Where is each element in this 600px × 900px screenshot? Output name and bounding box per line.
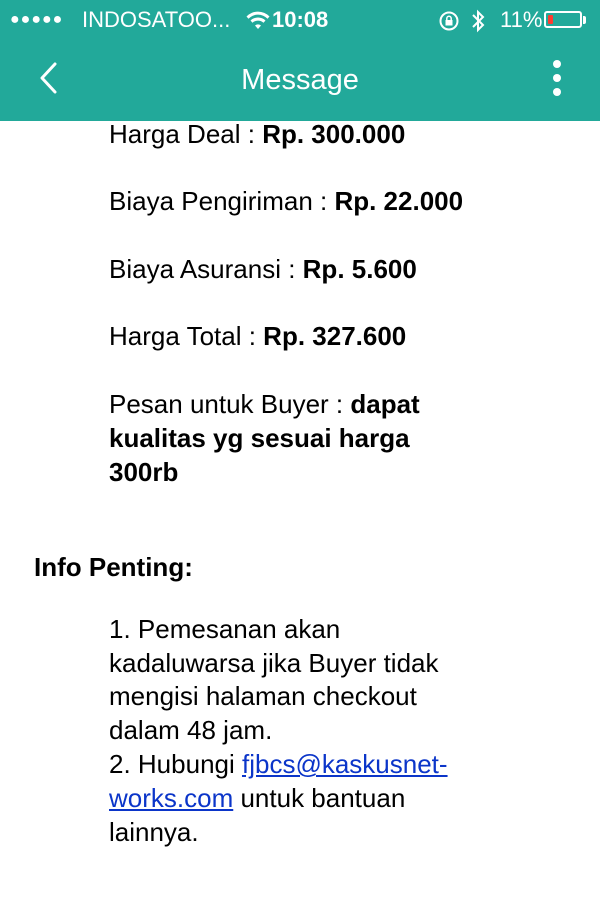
- battery-level: [548, 15, 553, 24]
- status-time: 10:08: [272, 7, 329, 32]
- more-dot-icon: [553, 88, 561, 96]
- back-button[interactable]: [28, 56, 68, 100]
- signal-strength: ●●●●●: [10, 11, 64, 28]
- chevron-left-icon: [37, 61, 59, 95]
- buyer-message-line3: 300rb: [109, 457, 179, 487]
- more-dot-icon: [553, 74, 561, 82]
- more-options-button[interactable]: [538, 56, 576, 100]
- info-item2-line2: works.com untuk bantuan: [109, 783, 406, 813]
- support-email-link[interactable]: fjbcs@kaskusnet-: [241, 749, 448, 779]
- info-item1-line3: mengisi halaman checkout: [109, 681, 417, 711]
- battery-tip: [583, 16, 586, 24]
- detail-biaya-pengiriman: Biaya Pengiriman : Rp. 22.000: [109, 186, 464, 216]
- info-item1-line1: 1. Pemesanan akan: [109, 614, 341, 644]
- buyer-message-line1: Pesan untuk Buyer : dapat: [109, 389, 420, 419]
- buyer-message-line2: kualitas yg sesuai harga: [109, 423, 410, 453]
- info-item2-line1: 2. Hubungi fjbcs@kaskusnet-: [109, 749, 448, 779]
- info-heading: Info Penting:: [34, 552, 193, 582]
- carrier-name: INDOSATOO...: [82, 7, 231, 32]
- battery-percent: 11%: [500, 7, 543, 32]
- detail-harga-deal: Harga Deal : Rp. 300.000: [109, 121, 406, 149]
- detail-harga-total: Harga Total : Rp. 327.600: [109, 321, 407, 351]
- info-item2-line3: lainnya.: [109, 817, 199, 847]
- info-item1-line2: kadaluwarsa jika Buyer tidak: [109, 648, 439, 678]
- detail-biaya-asuransi: Biaya Asuransi : Rp. 5.600: [109, 254, 417, 284]
- rotation-lock-icon: [438, 0, 460, 40]
- message-body: [0, 121, 600, 900]
- bluetooth-icon: [471, 0, 485, 40]
- nav-bar: [0, 40, 600, 121]
- status-bar: [0, 0, 600, 40]
- more-dot-icon: [553, 60, 561, 68]
- app-header: [0, 0, 600, 121]
- support-email-link-continued[interactable]: works.com: [109, 783, 234, 813]
- battery-icon: [544, 11, 582, 28]
- info-item1-line4: dalam 48 jam.: [109, 715, 273, 745]
- wifi-icon: [246, 0, 270, 40]
- page-title: Message: [241, 64, 359, 96]
